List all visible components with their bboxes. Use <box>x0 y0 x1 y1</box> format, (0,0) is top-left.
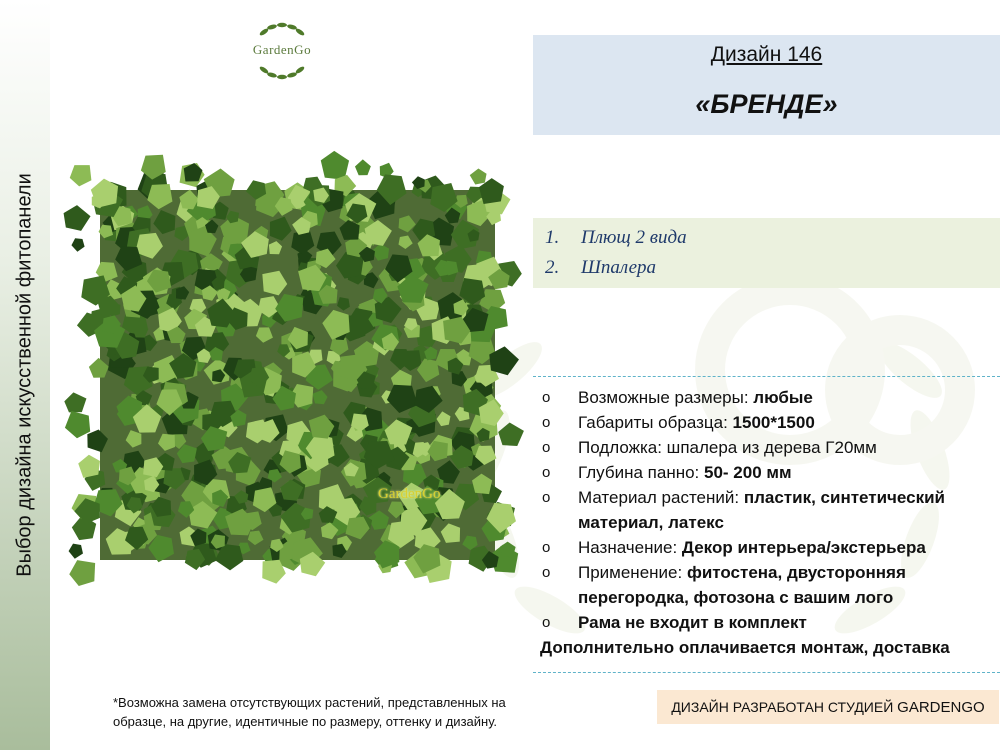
logo-text: GardenGo <box>252 42 312 57</box>
brand-logo <box>242 18 322 84</box>
plant-item <box>545 227 687 249</box>
plant-text: Плющ 2 вида <box>581 227 687 248</box>
ivy-leaf <box>66 158 98 190</box>
divider-top <box>533 376 1000 377</box>
ivy-leaf <box>65 552 103 590</box>
spec-label: Применение: <box>578 563 687 582</box>
spec-label: Подложка: шпалера из дерева Г20мм <box>578 438 877 457</box>
spec-value: 50- 200 мм <box>704 463 792 482</box>
plant-number: 2. <box>545 257 560 278</box>
design-number: Дизайн 146 <box>710 43 823 66</box>
plant-number: 1. <box>545 227 560 248</box>
spec-frame <box>540 610 990 635</box>
ivy-panel-illustration <box>55 150 525 590</box>
spec-application <box>540 560 990 610</box>
spec-backing <box>540 435 990 460</box>
bullet-icon: o <box>542 464 551 481</box>
plant-text: Шпалера <box>581 257 657 278</box>
studio-prefix: ДИЗАЙН РАЗРАБОТАН СТУДИЕЙ <box>671 699 898 715</box>
ivy-panel-image <box>55 150 525 590</box>
spec-label: Назначение: <box>578 538 682 557</box>
spec-label: Возможные размеры: <box>578 388 754 407</box>
ivy-leaf <box>63 203 93 233</box>
bullet-icon: o <box>542 389 551 406</box>
plant-item <box>545 257 656 279</box>
spec-value: любые <box>753 388 813 407</box>
extra-note: Дополнительно оплачивается монтаж, доставка <box>540 638 950 657</box>
ivy-leaf <box>497 419 525 450</box>
spec-dimensions <box>540 410 990 435</box>
panel-logo-text: GardenGo <box>378 486 441 502</box>
plants-list <box>533 218 1000 288</box>
spec-value: 1500*1500 <box>732 413 815 432</box>
spec-material <box>540 485 990 535</box>
spec-value: Рама не входит в комплект <box>578 613 807 632</box>
design-header <box>533 35 1000 135</box>
studio-credit <box>657 690 999 724</box>
bullet-icon: o <box>542 564 551 581</box>
spec-value: пластик, синтетический материал, латекс <box>578 488 946 532</box>
ivy-leaf <box>355 159 371 175</box>
spec-label: Габариты образца: <box>578 413 733 432</box>
spec-value: Декор интерьера/экстерьера <box>681 538 926 557</box>
bullet-icon: o <box>542 489 551 506</box>
bullet-icon: o <box>542 439 551 456</box>
design-name: «БРЕНДЕ» <box>695 89 838 119</box>
footnote: *Возможна замена отсутствующих растений, представленных на образце, на другие, идентичные по размеру, оттенку и дизайну. <box>113 695 506 729</box>
bullet-icon: o <box>542 614 551 631</box>
ivy-leaf <box>71 238 86 253</box>
bullet-icon: o <box>542 414 551 431</box>
ivy-leaf <box>468 167 487 186</box>
ivy-leaf <box>68 543 85 560</box>
spec-sizes <box>540 385 990 410</box>
spec-label: Глубина панно: <box>578 463 704 482</box>
studio-brand: GARDENGO <box>897 699 985 716</box>
spec-purpose <box>540 535 990 560</box>
bullet-icon: o <box>542 539 551 556</box>
divider-bottom <box>533 672 1000 673</box>
side-title: Выбор дизайна искусственной фитопанели <box>13 173 36 577</box>
spec-value: фитостена, двусторонняя перегородка, фотозона с вашим лого <box>578 563 906 607</box>
side-strip <box>0 0 50 750</box>
specs-list <box>540 385 990 660</box>
spec-depth <box>540 460 990 485</box>
spec-label: Материал растений: <box>578 488 744 507</box>
